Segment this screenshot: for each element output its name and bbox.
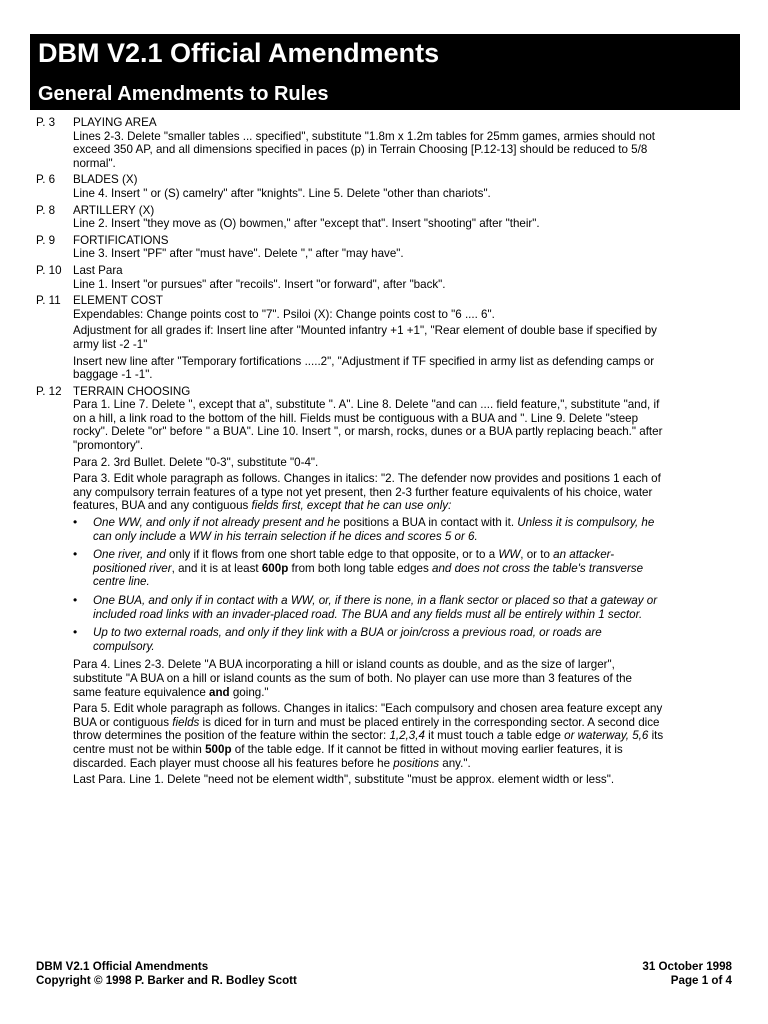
entry-text: Expendables: Change points cost to "7". Psiloi (X): Change points cost to "6 .... 6".	[73, 307, 495, 321]
page-reference: P. 6	[36, 173, 56, 187]
amendment-entry	[36, 264, 732, 291]
amendment-entry	[36, 234, 732, 261]
page-number: Page 1 of 4	[670, 974, 732, 987]
amendment-entry-terrain	[36, 385, 732, 787]
bullet-icon: •	[73, 515, 78, 530]
footer-left	[36, 960, 297, 988]
list-item	[73, 594, 732, 621]
entry-paragraph: Para 4. Lines 2-3. Delete "A BUA incorporating a hill or island counts as double, and as the size of larger", substitute "A BUA on a hill or island counts as the sum of both. No player can use more than 3 features of the same feature equivalence and going."	[73, 658, 633, 699]
page-reference: P. 12	[36, 384, 62, 398]
page-reference: P. 8	[36, 203, 56, 217]
entry-title: BLADES (X)	[73, 173, 138, 187]
entry-paragraph: Para 5. Edit whole paragraph as follows. Changes in italics: "Each compulsory and chosen area feature except any BUA or contiguous fields is diced for in turn and must be placed entirely in the corresponding sector. A second dice throw determines the position of the feature within the sector: 1,2,3,4 it must touch a table edge or waterway, 5,6 its centre must not be within 500p of the table edge. If it cannot be fitted in without moving earlier features, it is discarded. Each player must choose all his features before he positions any.".	[73, 702, 664, 770]
entry-title: ELEMENT COST	[73, 294, 163, 308]
entry-paragraph: Para 2. 3rd Bullet. Delete "0-3", substitute "0-4".	[73, 455, 319, 469]
entry-text: Line 3. Insert "PF" after "must have". Delete "," after "may have".	[73, 247, 404, 261]
entry-text: Line 2. Insert "they move as (O) bowmen," after "except that". Insert "shooting" after "their".	[73, 217, 540, 231]
list-item	[73, 626, 732, 653]
amendment-entry	[36, 173, 732, 200]
entry-title: TERRAIN CHOOSING	[73, 384, 191, 398]
entry-text: Line 1. Insert "or pursues" after "recoils". Insert "or forward", after "back".	[73, 277, 446, 291]
bullet-text: One WW, and only if not already present and he positions a BUA in contact with it. Unless it is compulsory, he can only include a WW in his terrain selection if he dices and scores 5 or 6.	[93, 516, 655, 543]
page-reference: P. 3	[36, 116, 56, 129]
entry-title: PLAYING AREA	[73, 116, 157, 129]
entry-title: FORTIFICATIONS	[73, 233, 169, 247]
bullet-icon: •	[73, 547, 78, 562]
list-item	[73, 516, 732, 543]
title-banner	[30, 34, 740, 110]
entry-paragraph: Para 3. Edit whole paragraph as follows. Changes in italics: "2. The defender now provides and positions 1 each of any compulsory terrain features of a type not yet present, then 2-3 further feature equivalents of his choice, water features, BUA and any contiguous fields first, except that he can use only:	[73, 472, 661, 513]
entry-text: Lines 2-3. Delete "smaller tables ... specified", substitute "1.8m x 1.2m tables for 25mm games, armies should not exceed 350 AP, and all dimensions specified in paces (p) in Terrain Choosing [P.12-13] should be reduced to 5/8 normal".	[73, 129, 655, 170]
page-reference: P. 10	[36, 263, 62, 277]
amendment-entry	[36, 116, 732, 170]
amendments-list	[36, 116, 732, 790]
footer-date: 31 October 1998	[642, 960, 732, 973]
entry-paragraph: Adjustment for all grades if: Insert line after "Mounted infantry +1 +1", "Rear element of double base if specified by army list -2 -1"	[73, 324, 657, 351]
entry-text: Line 4. Insert " or (S) camelry" after "knights". Line 5. Delete "other than chariots".	[73, 186, 491, 200]
entry-paragraph: Insert new line after "Temporary fortifications .....2", "Adjustment if TF specified in army list as defending camps or baggage -1 -1".	[73, 354, 655, 382]
entry-paragraph: Para 1. Line 7. Delete ", except that a", substitute ". A". Line 8. Delete "and can .... field feature,", substitute "and, if on a hill, a link road to the bottom of the hill. Fields must be contiguous with a BUA and ". Line 9. Delete "steep rocky". Delete "or" before " a BUA". Line 10. Insert ", or marsh, rocks, dunes or a BUA partly replacing beach." after "promontory".	[73, 398, 663, 453]
page-reference: P. 9	[36, 233, 56, 247]
amendment-entry	[36, 204, 732, 231]
entry-title: Last Para	[73, 263, 123, 277]
bullet-icon: •	[73, 625, 78, 640]
bullet-text: One river, and only if it flows from one short table edge to that opposite, or to a WW, or to an attacker- positioned river, and it is at least 600p from both long table edges and does not cross the table's transverse centre line.	[93, 548, 644, 589]
section-heading: General Amendments to Rules	[38, 83, 329, 105]
footer-right	[642, 960, 732, 988]
bullet-text: Up to two external roads, and only if they link with a BUA or join/cross a previous road, or roads are compulsory.	[93, 626, 602, 653]
document-title: DBM V2.1 Official Amendments	[38, 38, 440, 68]
page-reference: P. 11	[36, 294, 61, 308]
bullet-icon: •	[73, 593, 78, 607]
footer-copyright: Copyright © 1998 P. Barker and R. Bodley Scott	[36, 974, 297, 987]
bullet-list	[73, 516, 732, 653]
bullet-text: One BUA, and only if in contact with a WW, or, if there is none, in a flank sector or placed so that a gateway or included road links with an invader-placed road. The BUA and any fields must all be entirely within 1 sector.	[93, 594, 658, 621]
list-item	[73, 548, 732, 589]
entry-paragraph: Last Para. Line 1. Delete "need not be element width", substitute "must be approx. element width or less".	[73, 773, 615, 787]
amendment-entry	[36, 294, 732, 382]
footer-document-name: DBM V2.1 Official Amendments	[36, 960, 209, 973]
entry-title: ARTILLERY (X)	[73, 203, 155, 217]
